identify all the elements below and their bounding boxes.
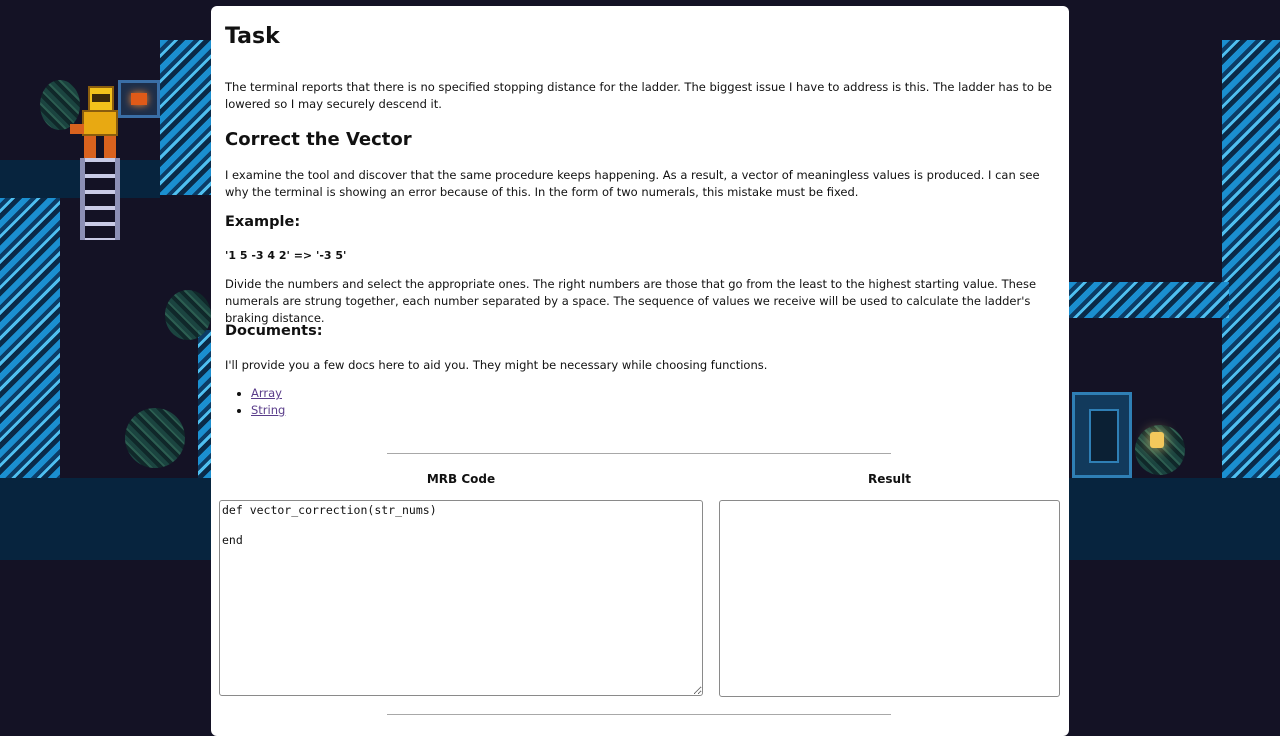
fern-decoration xyxy=(165,290,211,340)
lamp-icon xyxy=(1150,432,1164,448)
array-doc-link[interactable]: Array xyxy=(251,386,282,400)
column-vines xyxy=(198,330,211,480)
list-item xyxy=(251,402,285,419)
left-ledge-right xyxy=(120,160,160,198)
ladder xyxy=(80,158,120,240)
divider xyxy=(387,453,891,454)
result-output xyxy=(719,500,1060,697)
task-title: Task xyxy=(225,24,280,49)
code-editor[interactable] xyxy=(219,500,703,696)
string-doc-link[interactable]: String xyxy=(251,403,286,417)
example-explanation: Divide the numbers and select the appropriate ones. The right numbers are those that go from the least to the highest starting value. These numerals are strung together, each number separated by a space. The sequence of values we receive will be used to calculate the ladder's braking distance. xyxy=(225,277,1037,325)
fern-decoration xyxy=(125,408,185,468)
code-panel-title: MRB Code xyxy=(426,472,496,486)
example-heading: Example: xyxy=(225,214,301,230)
robot-character xyxy=(70,86,130,160)
task-card xyxy=(211,6,1069,736)
divider xyxy=(387,714,891,715)
right-spikes xyxy=(1069,282,1229,318)
right-floor xyxy=(1069,478,1280,560)
left-ledge xyxy=(0,160,80,198)
left-floor xyxy=(0,478,211,560)
documents-heading: Documents: xyxy=(225,323,323,339)
door-icon xyxy=(1072,392,1132,478)
list-item xyxy=(251,385,285,402)
task-intro: The terminal reports that there is no specified stopping distance for the ladder. The biggest issue I have to address is this. The ladder has to be lowered so I may securely descend it. xyxy=(225,80,1052,111)
section-description: I examine the tool and discover that the same procedure keeps happening. As a result, a vector of meaningless values is produced. I can see why the terminal is showing an error because of this. In the form of two numerals, this mistake must be fixed. xyxy=(225,168,1040,199)
documents-intro: I'll provide you a few docs here to aid you. They might be necessary while choosing functions. xyxy=(225,358,768,372)
section-title: Correct the Vector xyxy=(225,129,412,150)
documents-list xyxy=(225,385,285,419)
result-panel-title: Result xyxy=(868,472,911,486)
example-line: '1 5 -3 4 2' => '-3 5' xyxy=(225,249,347,262)
hanging-vines xyxy=(160,40,212,195)
right-wall-vines xyxy=(1222,40,1280,480)
left-wall-vines xyxy=(0,195,60,485)
